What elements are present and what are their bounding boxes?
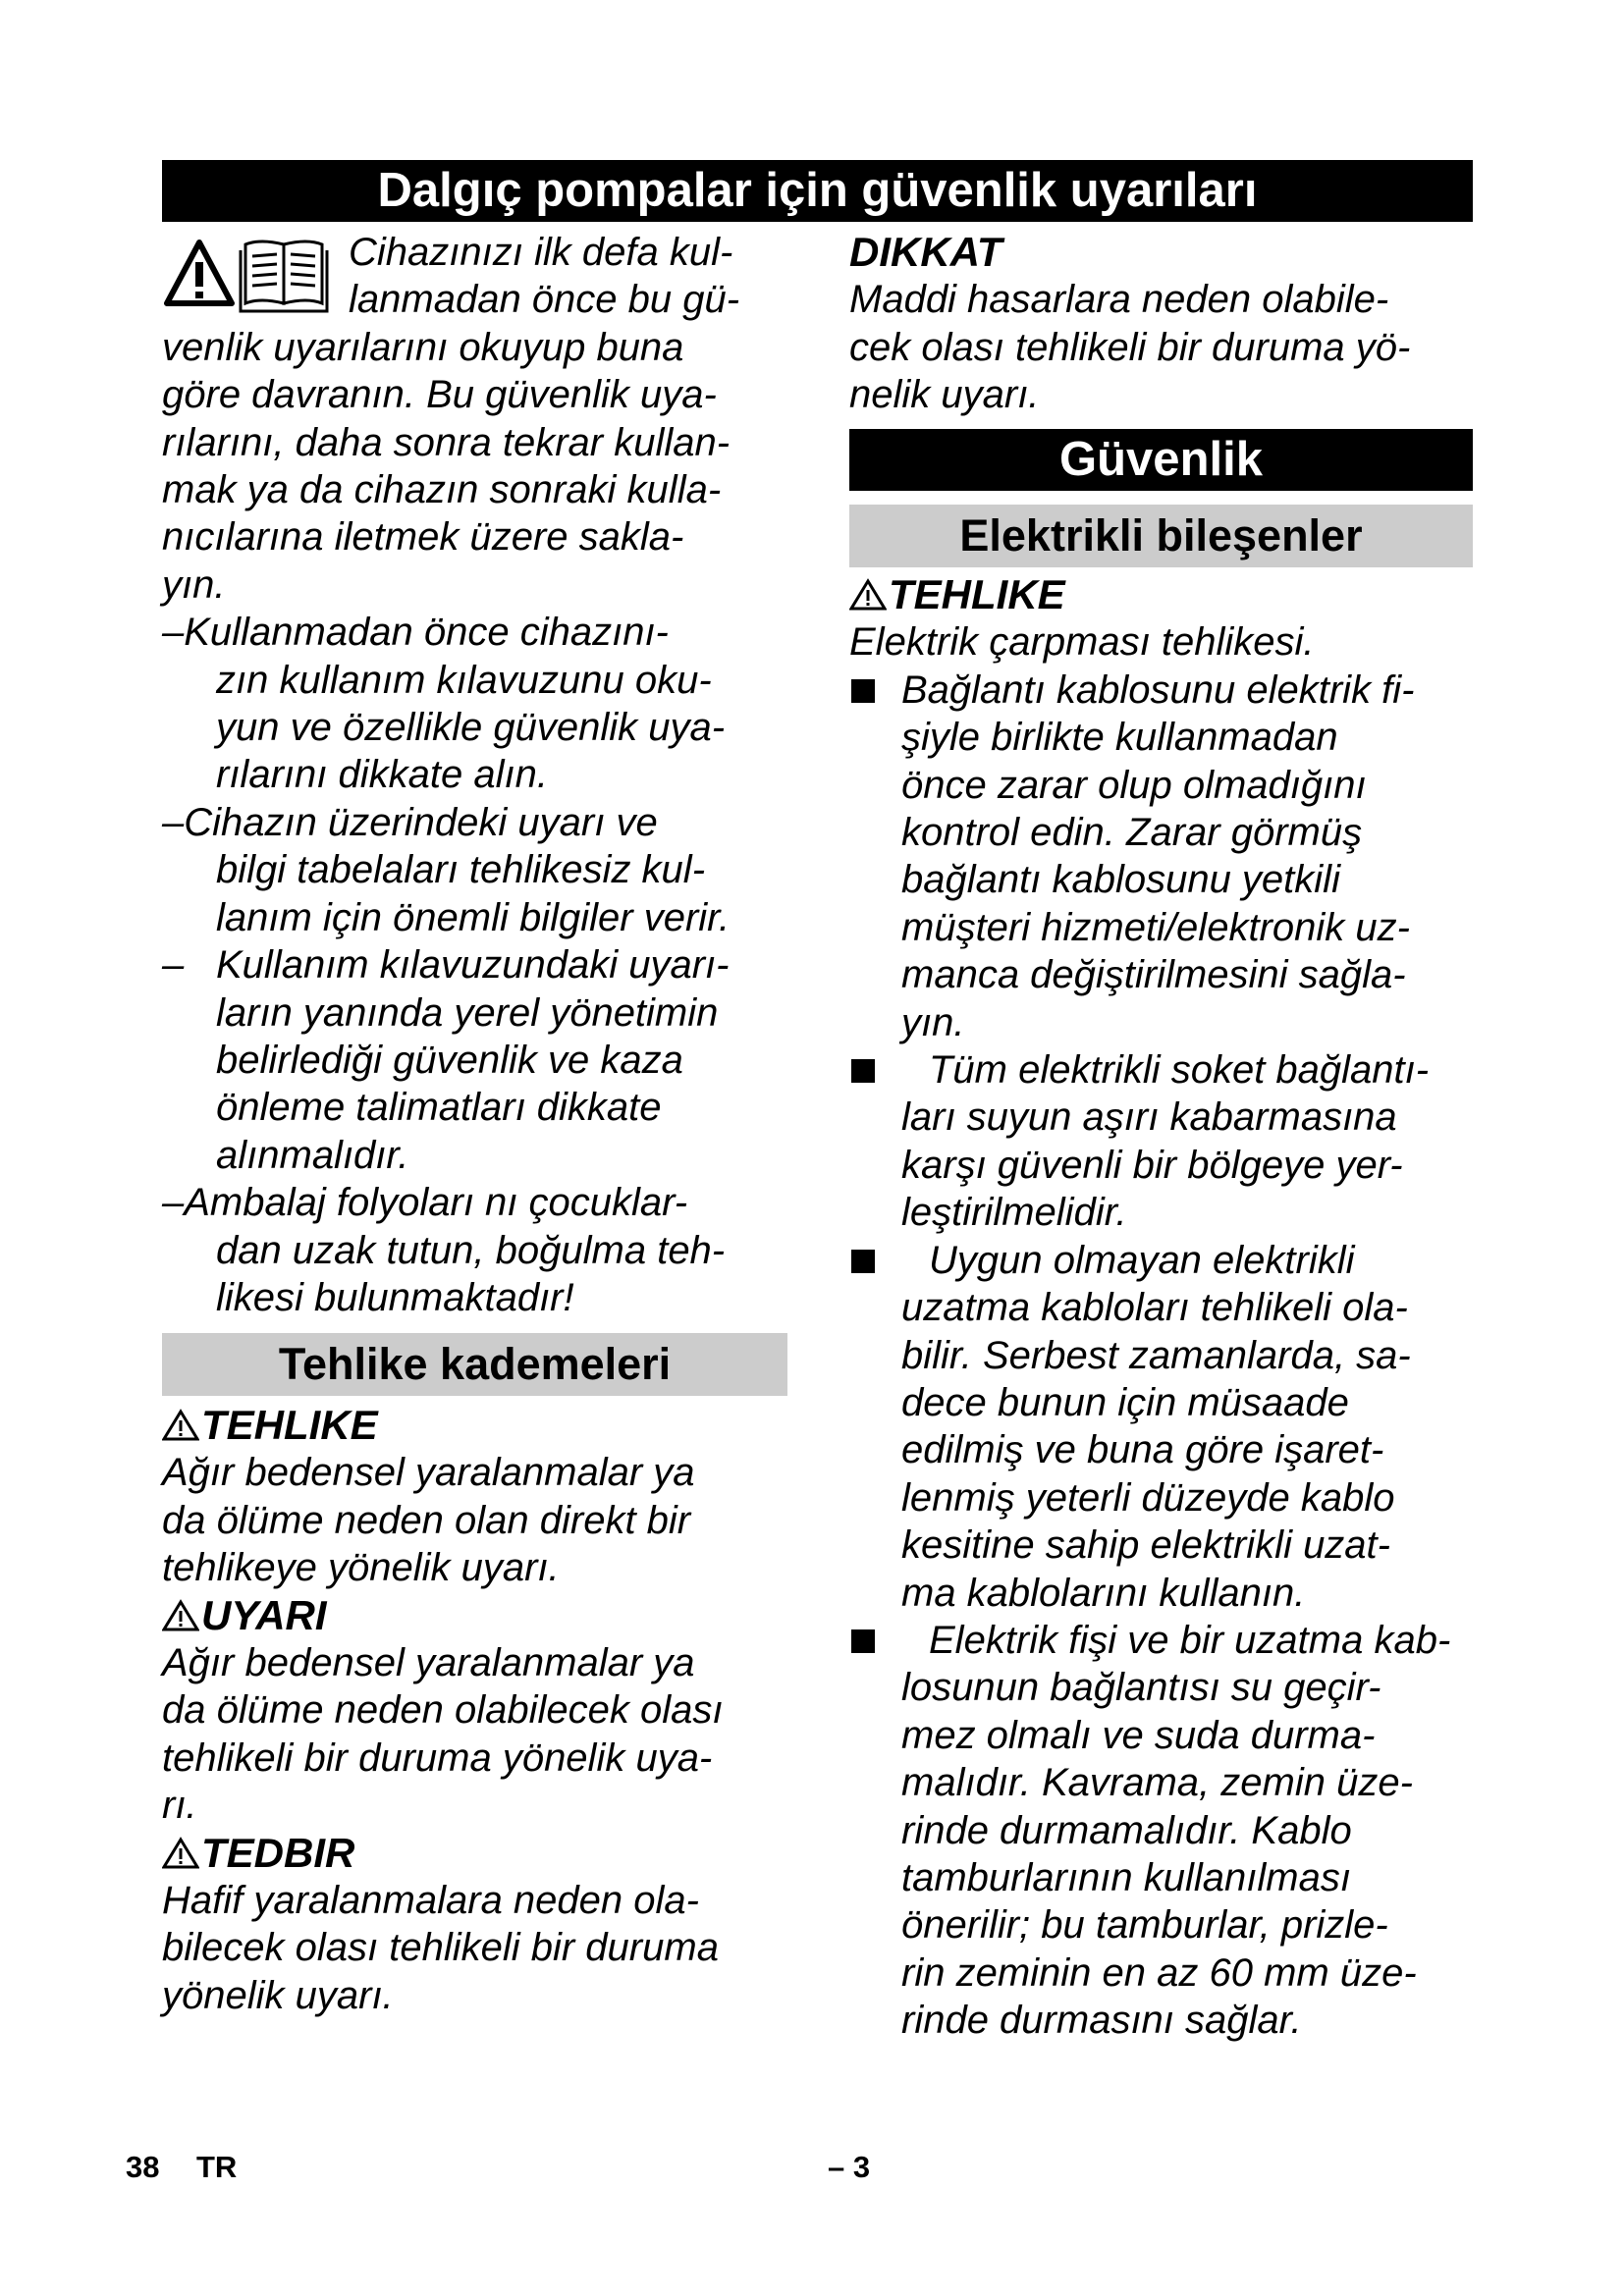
warning-manual-icons	[162, 229, 344, 323]
list-line: dan uzak tutun, boğulma teh-	[216, 1228, 726, 1272]
bullet-line: ma kablolarını kullanın.	[901, 1571, 1306, 1615]
page-number: 38	[126, 2150, 160, 2184]
list-line: alınmalıdır.	[216, 1133, 409, 1177]
list-line: –Kullanmadan önce cihazını-	[162, 611, 669, 655]
main-title-banner	[162, 160, 1473, 222]
list-line: önleme talimatları dikkate	[216, 1086, 662, 1130]
list-line: likesi bulunmaktadır!	[216, 1275, 574, 1319]
bullet-item	[849, 1237, 1507, 1617]
intro-line: göre davranın. Bu güvenlik uya-	[162, 373, 717, 417]
bullet-line: kesitine sahip elektrikli uzat-	[901, 1523, 1390, 1568]
bullet-line: uzatma kabloları tehlikeli ola-	[901, 1286, 1408, 1330]
bullet-line: müşteri hizmeti/elektronik uz-	[901, 905, 1410, 949]
intro-line: yın.	[162, 562, 226, 607]
bullet-line: rinde durmasını sağlar.	[901, 1999, 1302, 2043]
intro-line: mak ya da cihazın sonraki kulla-	[162, 468, 722, 512]
list-item	[162, 609, 795, 799]
bullet-line: bağlantı kablosunu yetkili	[901, 858, 1340, 902]
level-line: Ağır bedensel yaralanmalar ya	[162, 1641, 695, 1685]
manual-book-icon	[241, 241, 327, 311]
bullet-line: önce zarar olup olmadığını	[901, 763, 1367, 807]
bullet-line: Bağlantı kablosunu elektrik fi-	[901, 667, 1415, 712]
bullet-line: manca değiştirilmesini sağla-	[901, 953, 1406, 997]
tehlike-label: TEHLIKE	[889, 571, 1065, 617]
list-line: lanım için önemli bilgiler verir.	[216, 895, 731, 939]
level-label: UYARI	[201, 1591, 327, 1638]
bullet-line: rinde durmamalıdır. Kablo	[901, 1808, 1352, 1852]
intro-line: nıcılarına iletmek üzere sakla-	[162, 515, 684, 560]
language-code: TR	[196, 2150, 238, 2184]
bullet-line: bilir. Serbest zamanlarda, sa-	[901, 1333, 1411, 1377]
warning-triangle-icon	[162, 1837, 199, 1870]
level-line: da ölüme neden olabilecek olası	[162, 1688, 724, 1733]
bullet-line: edilmiş ve buna göre işaret-	[901, 1428, 1384, 1472]
left-column	[162, 229, 795, 1321]
list-item	[162, 1179, 795, 1321]
square-bullet-icon	[851, 1059, 875, 1083]
bullet-line: rin zeminin en az 60 mm üze-	[901, 1950, 1417, 1995]
hazard-level-warning	[162, 1592, 795, 1830]
list-line: –Cihazın üzerindeki uyarı ve	[162, 800, 658, 844]
hazard-levels-heading	[162, 1333, 787, 1396]
square-bullet-icon	[851, 1629, 875, 1653]
hazard-levels-list	[162, 1402, 795, 2019]
warning-triangle-icon	[849, 578, 887, 612]
intro-line: Cihazınızı ilk defa kul-	[349, 231, 733, 274]
list-line: rılarını dikkate alın.	[216, 753, 548, 797]
level-line: rı.	[162, 1784, 197, 1828]
level-line: tehlikeli bir duruma yönelik uya-	[162, 1735, 713, 1780]
hazard-level-danger	[162, 1402, 795, 1592]
bullet-line: Elektrik fişi ve bir uzatma kab-	[929, 1618, 1451, 1662]
bullet-line: leştirilmelidir.	[901, 1191, 1127, 1235]
bullet-line: dece bunun için müsaade	[901, 1380, 1349, 1424]
bullet-line: yın.	[901, 1000, 965, 1044]
section-title: Güvenlik	[1059, 433, 1263, 486]
hazard-level-caution	[162, 1830, 795, 2020]
main-title: Dalgıç pompalar için güvenlik uyarıları	[377, 164, 1258, 217]
bullet-item	[849, 1046, 1507, 1237]
bullet-line: losunun bağlantısı su geçir-	[901, 1666, 1381, 1710]
level-line: bilecek olası tehlikeli bir duruma	[162, 1926, 719, 1970]
warning-triangle-icon	[162, 1409, 199, 1442]
list-item	[162, 941, 795, 1179]
list-line: yun ve özellikle güvenlik uya-	[216, 706, 726, 750]
section-page-number: – 3	[828, 2150, 871, 2184]
right-column-body	[849, 571, 1507, 2045]
level-line: tehlikeye yönelik uyarı.	[162, 1546, 560, 1590]
level-line: yönelik uyarı.	[162, 1973, 394, 2017]
list-line: belirlediği güvenlik ve kaza	[216, 1038, 683, 1082]
intro-line: rılarını, daha sonra tekrar kullan-	[162, 420, 731, 464]
dikkat-label: DIKKAT	[849, 229, 1002, 275]
level-label: TEHLIKE	[201, 1402, 378, 1448]
list-line: bilgi tabelaları tehlikesiz kul-	[216, 848, 706, 892]
bullet-line: şiyle birlikte kullanmadan	[901, 716, 1338, 760]
square-bullet-icon	[851, 679, 875, 703]
list-item	[162, 799, 795, 941]
bullet-line: karşı güvenli bir bölgeye yer-	[901, 1143, 1403, 1187]
bullet-line: kontrol edin. Zarar görmüş	[901, 811, 1363, 855]
bullet-line: önerilir; bu tamburlar, prizle-	[901, 1903, 1388, 1948]
level-label: TEDBIR	[201, 1829, 355, 1876]
bullet-line: Tüm elektrikli soket bağlantı-	[929, 1048, 1430, 1093]
intro-paragraph	[162, 229, 795, 609]
electrical-components-heading	[849, 505, 1473, 567]
bullet-line: mez olmalı ve suda durma-	[901, 1713, 1376, 1757]
bullet-line: Uygun olmayan elektrikli	[929, 1238, 1355, 1282]
level-line: da ölüme neden olan direkt bir	[162, 1498, 691, 1542]
list-line: ların yanında yerel yönetimin	[216, 990, 719, 1035]
list-line: zın kullanım kılavuzunu oku-	[216, 658, 712, 702]
bullet-line: ları suyun aşırı kabarmasına	[901, 1095, 1397, 1140]
bullet-line: lenmiş yeterli düzeyde kablo	[901, 1475, 1395, 1520]
dikkat-line: nelik uyarı.	[849, 373, 1040, 417]
bullet-line: tamburlarının kullanılması	[901, 1855, 1351, 1899]
level-line: Hafif yaralanmalara neden ola-	[162, 1879, 699, 1923]
bullet-item	[849, 667, 1507, 1046]
hazard-levels-title: Tehlike kademeleri	[278, 1339, 672, 1389]
list-line: –Ambalaj folyoları nı çocuklar-	[162, 1181, 688, 1225]
dikkat-line: cek olası tehlikeli bir duruma yö-	[849, 325, 1411, 369]
dikkat-line: Maddi hasarlara neden olabile-	[849, 278, 1389, 322]
subsection-title: Elektrikli bileşenler	[959, 510, 1363, 561]
warning-triangle-icon	[162, 1599, 199, 1632]
bullet-item	[849, 1617, 1507, 2045]
list-dash: –	[162, 943, 185, 988]
level-line: Ağır bedensel yaralanmalar ya	[162, 1451, 695, 1495]
right-column-notice	[849, 229, 1497, 419]
intro-line: venlik uyarılarını okuyup buna	[162, 325, 684, 369]
safety-section-banner	[849, 429, 1473, 491]
intro-line: lanmadan önce bu gü-	[349, 278, 740, 322]
tehlike-text: Elektrik çarpması tehlikesi.	[849, 620, 1315, 665]
square-bullet-icon	[851, 1250, 875, 1273]
warning-triangle-icon	[167, 242, 232, 303]
list-line: Kullanım kılavuzundaki uyarı-	[216, 943, 730, 988]
bullet-line: malıdır. Kavrama, zemin üze-	[901, 1761, 1413, 1805]
